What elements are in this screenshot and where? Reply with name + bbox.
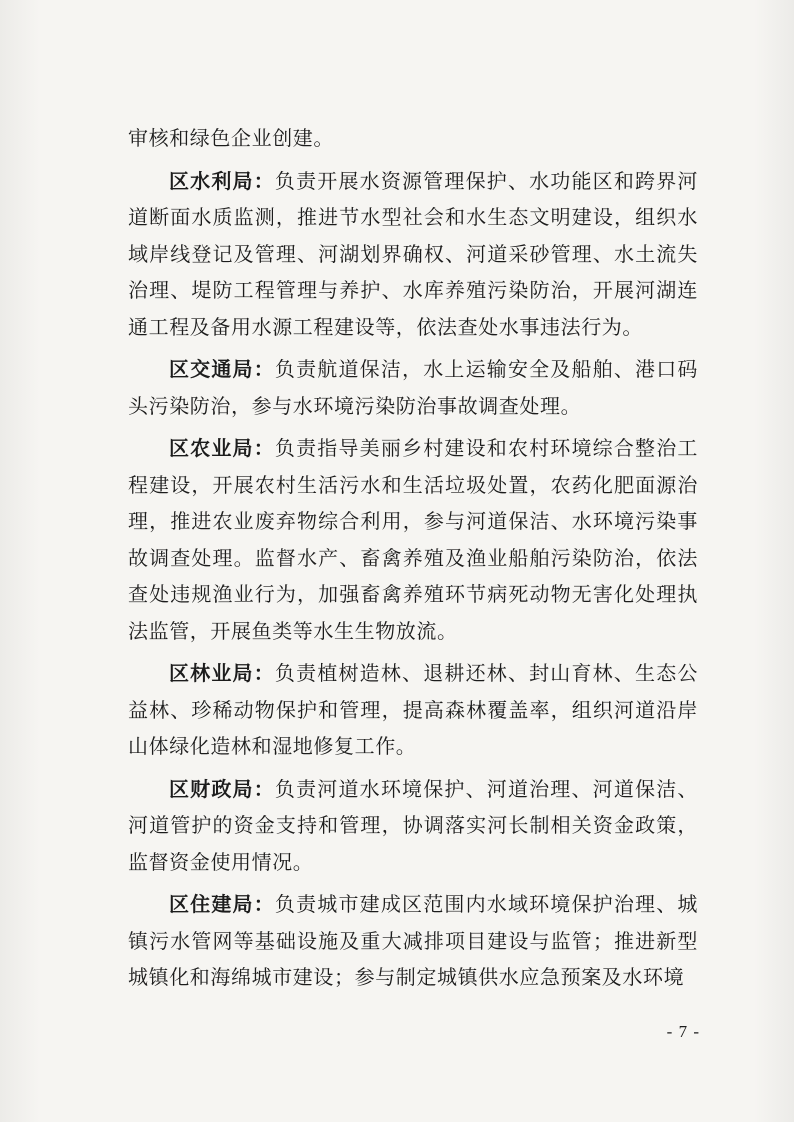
paragraph-continuation: [128, 120, 698, 157]
paragraph-lead: 区林业局：: [169, 661, 275, 685]
paragraph-forestry-bureau: [128, 655, 698, 765]
paragraph-water-bureau: [128, 163, 698, 346]
paragraph-text: 负责城市建成区范围内水域环境保护治理、城镇污水管网等基础设施及重大减排项目建设与监管；推进新型城镇化和海绵城市建设；参与制定城镇供水应急预案及水环境: [128, 892, 699, 989]
paragraph-lead: 区交通局：: [169, 357, 275, 381]
paragraph-text: 负责河道水环境保护、河道治理、河道保洁、河道管护的资金支持和管理，协调落实河长制相关资金政策，监督资金使用情况。: [128, 776, 699, 874]
paragraph-lead: 区农业局：: [169, 436, 275, 460]
paragraph-text: 负责指导美丽乡村建设和农村环境综合整治工程建设，开展农村生活污水和生活垃圾处置，农药化肥面源治理，推进农业废弃物综合利用，参与河道保洁、水环境污染事故调查处理。监督水产、畜禽养殖及渔业船舶污染防治，依法查处违规渔业行为，加强畜禽养殖环节病死动物无害化处理执法监管，开展鱼类等水生生物放流。: [128, 436, 699, 643]
paragraph-transport-bureau: [128, 351, 698, 424]
page-number: - 7 -: [666, 1022, 700, 1041]
paragraph-lead: 区住建局：: [169, 892, 275, 916]
document-body: [128, 120, 698, 1002]
paragraph-housing-bureau: [128, 886, 698, 996]
paragraph-text: 负责航道保洁，水上运输安全及船舶、港口码头污染防治，参与水环境污染防治事故调查处理。: [128, 357, 699, 418]
paragraph-lead: 区水利局：: [169, 168, 275, 193]
paragraph-lead: 区财政局：: [169, 776, 275, 801]
paragraph-finance-bureau: [128, 771, 698, 881]
paragraph-text: 负责植树造林、退耕还林、封山育林、生态公益林、珍稀动物保护和管理，提高森林覆盖率，组织河道沿岸山体绿化造林和湿地修复工作。: [128, 661, 699, 758]
paragraph-text: 负责开展水资源管理保护、水功能区和跨界河道断面水质监测，推进节水型社会和水生态文明建设，组织水域岸线登记及管理、河湖划界确权、河道采砂管理、水土流失治理、堤防工程管理与养护、水库养殖污染防治，开展河湖连通工程及备用水源工程建设等，依法查处水事违法行为。: [128, 168, 699, 339]
paragraph-text: 审核和绿色企业创建。: [128, 126, 334, 150]
paragraph-agriculture-bureau: [128, 430, 698, 649]
